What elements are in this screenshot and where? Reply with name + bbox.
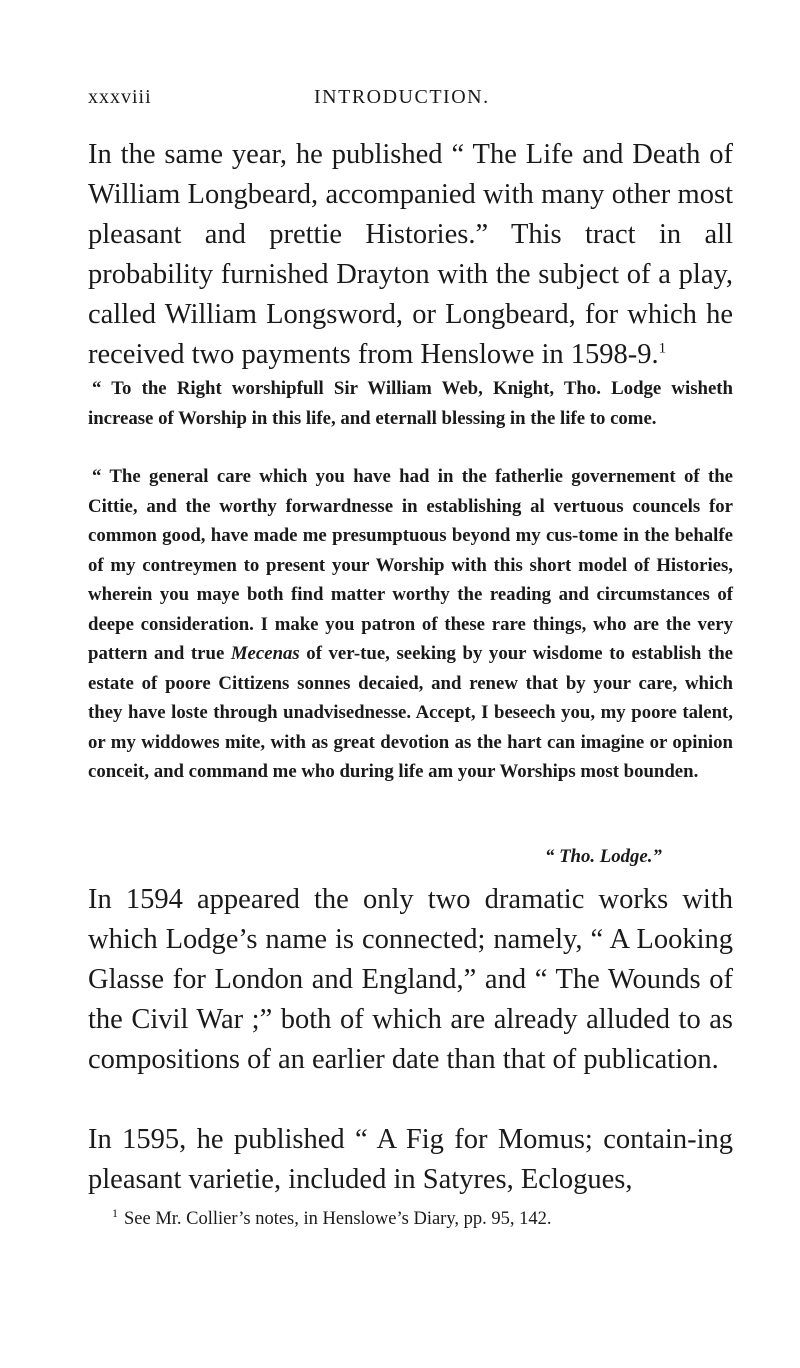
dedication-salutation-text: “ To the Right worshipfull Sir William Web, Knight, Tho. Lodge wisheth increase of Worship in this life, and eternall blessing in the life to come. (88, 378, 733, 429)
dedication-body-italic: Mecenas (230, 643, 300, 664)
running-title: INTRODUCTION. (314, 86, 490, 108)
page-number: xxxviii (88, 86, 152, 108)
paragraph-1 (88, 135, 733, 375)
dedication-body-text-b: of ver-tue, seeking by your wisdome to establish the estate of poore Cittizens sonnes decaied, and renew that by your care, which they have loste through unadvisednesse. Accept, I beseech you, my poore talent, or my widdowes mite, with as great devotion as the hart can imagine or opinion conceit, and command me who during life am your Worships most bounden. (88, 643, 733, 782)
dedication-body (88, 462, 733, 787)
footnote (112, 1207, 732, 1231)
footnote-text: See Mr. Collier’s notes, in Henslowe’s Diary, pp. 95, 142. (124, 1209, 552, 1229)
paragraph-3 (88, 1120, 733, 1200)
dedication-signature: “ Tho. Lodge.” (545, 846, 662, 867)
paragraph-1-text: In the same year, he published “ The Life and Death of William Longbeard, accompanied with many other most pleasant and prettie Histories.” This tract in all probability furnished Drayton with the subject of a play, called William Longsword, or Longbeard, for which he received two payments from Henslowe in 1598-9. (88, 139, 733, 370)
footnote-mark: 1 (112, 1205, 118, 1220)
footnote-reference: 1 (658, 340, 667, 357)
dedication-salutation (88, 374, 733, 433)
paragraph-2-text: In 1594 appeared the only two dramatic works with which Lodge’s name is connected; namely, “ A Looking Glasse for London and England,” and “ The Wounds of the Civil War ;” both of which are already alluded to as compositions of an earlier date than that of publication. (88, 884, 733, 1075)
paragraph-2 (88, 880, 733, 1080)
running-head (88, 86, 728, 116)
dedication-body-text-a: “ The general care which you have had in the fatherlie governement of the Cittie, and the worthy forwardnesse in establishing al vertuous councels for common good, have made me presumptuous beyond my cus-tome in the behalfe of my contreymen to present your Worship with this short model of Histories, wherein you maye both find matter worthy the reading and circumstances of deepe consideration. I make you patron of these rare things, who are the very pattern and true (88, 466, 733, 664)
paragraph-3-text: In 1595, he published “ A Fig for Momus; contain-ing pleasant varietie, included in Satyres, Eclogues, (88, 1124, 733, 1195)
